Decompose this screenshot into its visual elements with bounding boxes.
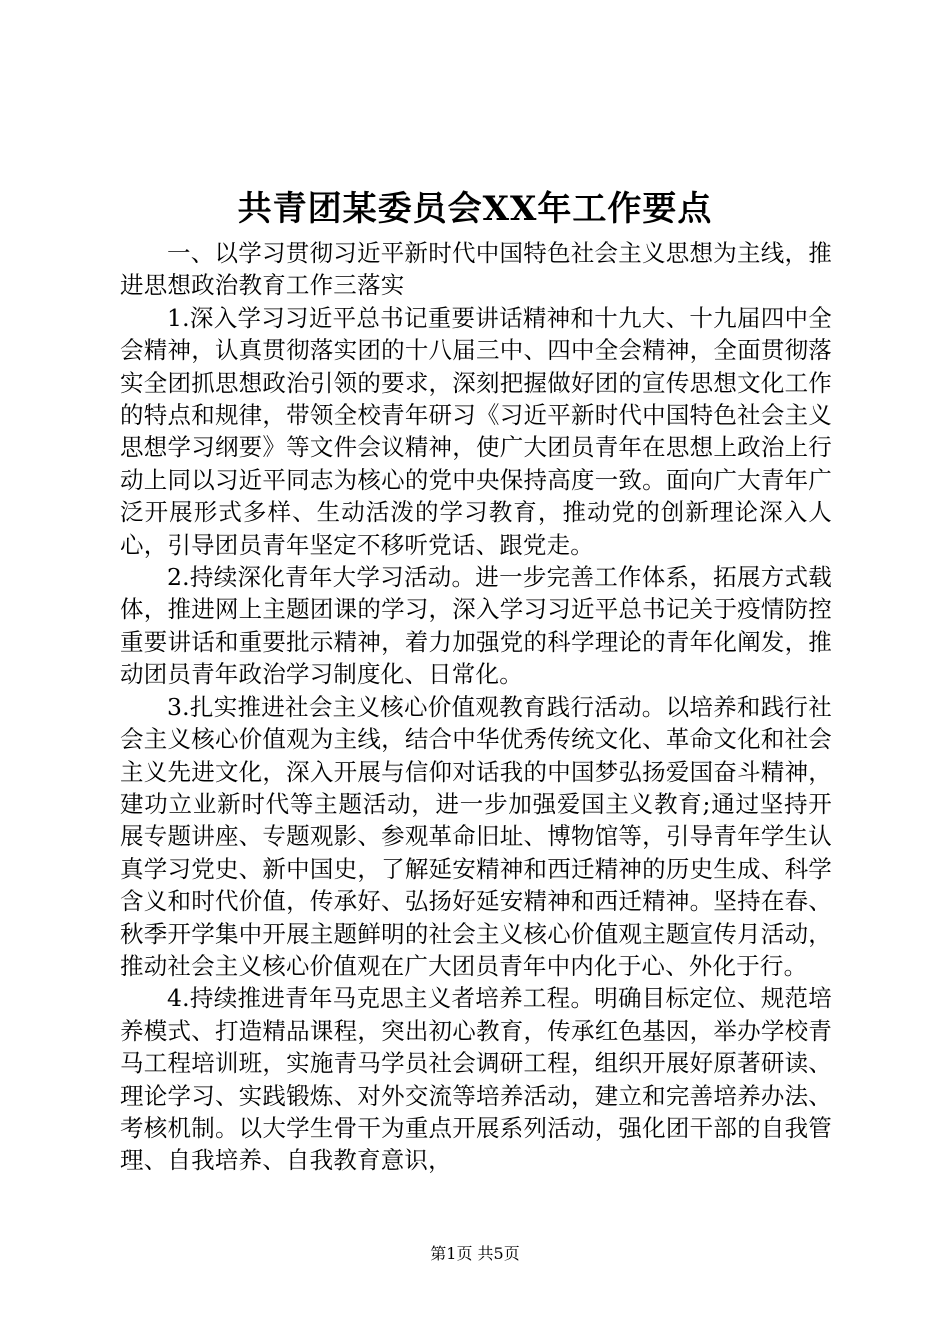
- paragraph-item-1: 1.深入学习习近平总书记重要讲话精神和十九大、十九届四中全会精神，认真贯彻落实团的十八届三中、四中全会精神，全面贯彻落实全团抓思想政治引领的要求，深刻把握做好团的宣传思想文化工作的特点和规律，带领全校青年研习《习近平新时代中国特色社会主义思想学习纲要》等文件会议精神，使广大团员青年在思想上政治上行动上同以习近平同志为核心的党中央保持高度一致。面向广大青年广泛开展形式多样、生动活泼的学习教育，推动党的创新理论深入人心，引导团员青年坚定不移听党话、跟党走。: [120, 303, 832, 559]
- document-title: 共青团某委员会XX年工作要点: [237, 189, 713, 229]
- page-number-footer: 第1页 共5页: [430, 1244, 520, 1263]
- paragraph-section-heading: 一、以学习贯彻习近平新时代中国特色社会主义思想为主线，推进思想政治教育工作三落实: [120, 239, 832, 300]
- paragraph-item-4: 4.持续推进青年马克思主义者培养工程。明确目标定位、规范培养模式、打造精品课程，突出初心教育，传承红色基因，举办学校青马工程培训班，实施青马学员社会调研工程，组织开展好原著研读、理论学习、实践锻炼、对外交流等培养活动，建立和完善培养办法、考核机制。以大学生骨干为重点开展系列活动，强化团干部的自我管理、自我培养、自我教育意识，: [120, 984, 832, 1175]
- paragraph-item-2: 2.持续深化青年大学习活动。进一步完善工作体系，拓展方式载体，推进网上主题团课的学习，深入学习习近平总书记关于疫情防控重要讲话和重要批示精神，着力加强党的科学理论的青年化阐发，推动团员青年政治学习制度化、日常化。: [120, 563, 832, 689]
- document-body: [120, 237, 832, 1177]
- paragraph-item-3: 3.扎实推进社会主义核心价值观教育践行活动。以培养和践行社会主义核心价值观为主线，结合中华优秀传统文化、革命文化和社会主义先进文化，深入开展与信仰对话我的中国梦弘扬爱国奋斗精神，建功立业新时代等主题活动，进一步加强爱国主义教育;通过坚持开展专题讲座、专题观影、参观革命旧址、博物馆等，引导青年学生认真学习党史、新中国史，了解延安精神和西迁精神的历史生成、科学含义和时代价值，传承好、弘扬好延安精神和西迁精神。坚持在春、秋季开学集中开展主题鲜明的社会主义核心价值观主题宣传月活动，推动社会主义核心价值观在广大团员青年中内化于心、外化于行。: [120, 692, 832, 980]
